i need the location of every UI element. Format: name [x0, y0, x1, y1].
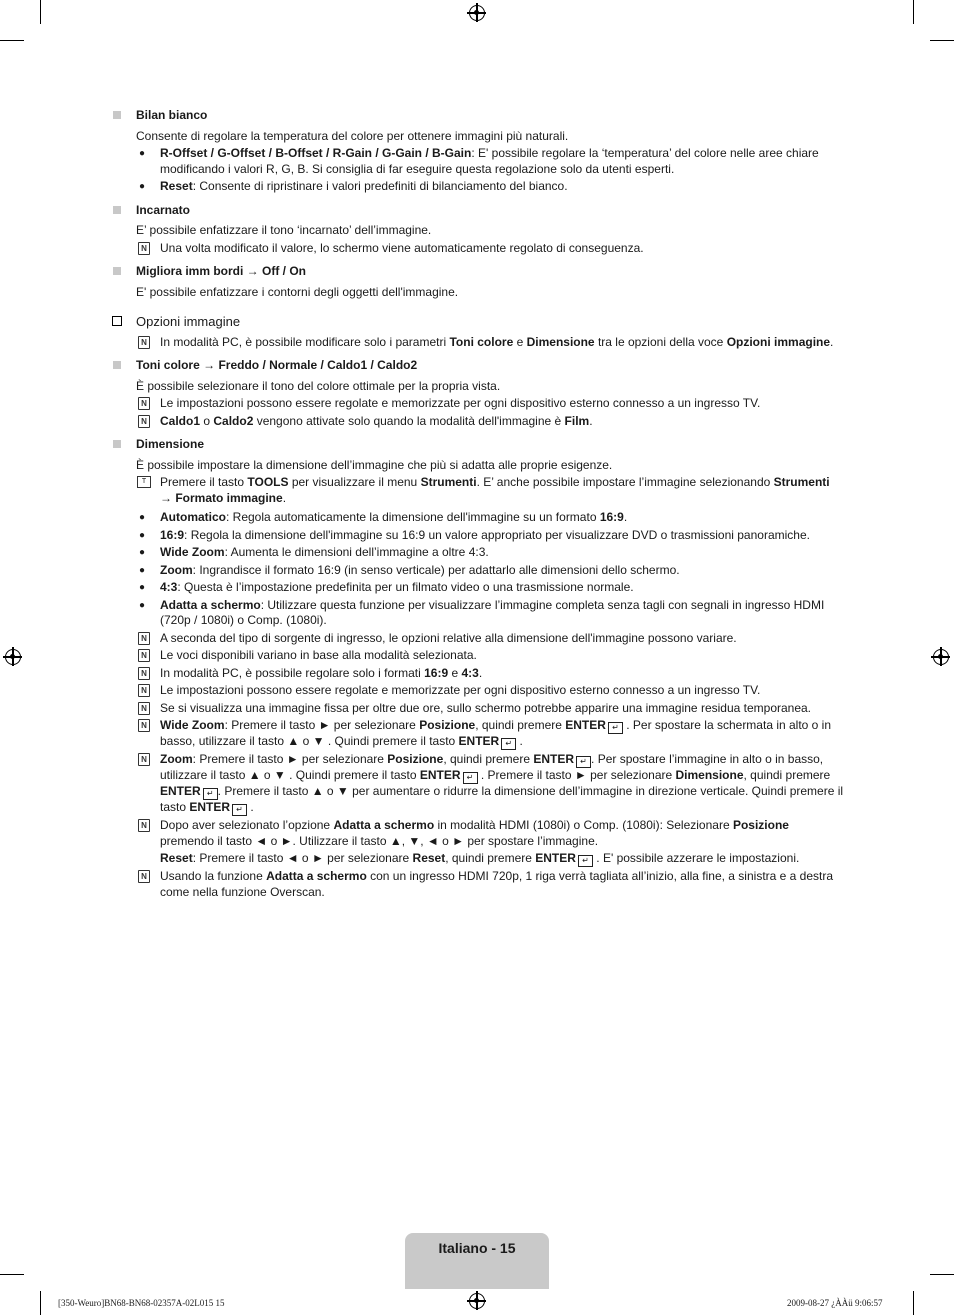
note: N Le voci disponibili variano in base alla modalità selezionata.	[112, 648, 844, 664]
page-number: Italiano - 15	[438, 1240, 516, 1256]
checkbox-bullet-icon	[112, 316, 122, 326]
note: N Zoom: Premere il tasto ► per selezionare Posizione, quindi premere ENTER ↵ . Per spostare l’immagine in alto o in basso, utilizzare il tasto ▲ o ▼ . Quindi premere il tasto ENTER ↵ . Premere il tasto ► per selezionare Dimensione, quindi premere ENTER ↵ . Premere il tasto ▲ o ▼ per aumentare o ridurre la dimensione dell’immagine in direzione verticale. Quindi premere il tasto ENTER ↵ .	[112, 752, 844, 816]
page-number-tab	[405, 1233, 549, 1289]
note-icon: N	[138, 719, 150, 732]
note-icon: N	[138, 684, 150, 697]
page-content	[112, 108, 844, 900]
note: N Wide Zoom: Premere il tasto ► per selezionare Posizione, quindi premere ENTER ↵ . Per spostare la schermata in alto o in basso, utilizzare il tasto ▲ o ▼ . Quindi premere il tasto ENTER ↵ .	[112, 718, 844, 750]
enter-icon: ↵	[232, 804, 247, 816]
print-info-left: [350-Weuro]BN68-BN68-02357A-02L015 15	[58, 1298, 225, 1308]
note-continuation: Reset: Premere il tasto ◄ o ► per selezionare Reset, quindi premere ENTER ↵ . E' possibile azzerare le impostazioni.	[160, 851, 800, 865]
list-item: ● Automatico: Regola automaticamente la dimensione dell'immagine su un formato 16:9.	[139, 510, 628, 524]
section-heading-dimensione: Dimensione	[112, 437, 844, 453]
bullet-icon: ●	[139, 148, 146, 159]
enter-icon: ↵	[203, 788, 218, 800]
bullet-icon: ●	[139, 564, 146, 576]
square-bullet-icon	[113, 267, 121, 275]
note-icon: N	[138, 336, 150, 349]
note: N Dopo aver selezionato l’opzione Adatta a schermo in modalità HDMI (1080i) o Comp. (1080i): Selezionare Posizione premendo il tasto ◄ o ►. Utilizzare il tasto ▲, ▼, ◄ o ► per spostare l’immagine.	[112, 818, 844, 849]
crop-mark	[913, 1291, 914, 1315]
section-text: Consente di regolare la temperatura del colore per ottenere immagini più naturali.	[136, 128, 569, 143]
list-item: ● R-Offset / G-Offset / B-Offset / R-Gain / G-Gain / B-Gain: E' possibile regolare la ‘temperatura’ del colore nelle aree chiare modificando i valori R, G, B. Si consiglia di far eseguire questa regolazione solo da utenti esperti.	[139, 146, 819, 176]
note-icon: N	[138, 649, 150, 662]
bullet-icon: ●	[139, 529, 146, 541]
section-heading-bilan: Bilan bianco	[112, 108, 844, 124]
bullet-icon: ●	[139, 582, 146, 593]
enter-icon: ↵	[463, 772, 478, 784]
note: N Le impostazioni possono essere regolate e memorizzate per ogni dispositivo esterno connesso a un ingresso TV.	[112, 683, 844, 699]
list-item: ● Zoom: Ingrandisce il formato 16:9 (in senso verticale) per adattarlo alle dimensioni dello schermo.	[139, 562, 680, 577]
crop-mark	[40, 1291, 41, 1315]
enter-icon: ↵	[576, 756, 591, 768]
section-title-opzioni: Opzioni immagine	[112, 314, 844, 330]
note-icon: N	[138, 753, 150, 766]
list-item: ● 16:9: Regola la dimensione dell'immagine su 16:9 un valore appropriato per visualizzare DVD o trasmissioni panoramiche.	[139, 527, 810, 542]
note: N A seconda del tipo di sorgente di ingresso, le opzioni relative alla dimensione dell'immagine possono variare.	[112, 631, 844, 647]
enter-icon: ↵	[578, 855, 593, 867]
note-icon: N	[138, 632, 150, 645]
crop-mark	[0, 1274, 24, 1275]
note: N In modalità PC, è possibile modificare solo i parametri Toni colore e Dimensione tra le opzioni della voce Opzioni immagine.	[112, 335, 844, 351]
note-icon: N	[138, 667, 150, 680]
section-text: E’ possibile enfatizzare il tono ‘incarnato’ dell’immagine.	[136, 223, 432, 237]
note-icon: N	[138, 870, 150, 883]
square-bullet-icon	[113, 440, 121, 448]
list-item: ● Reset: Consente di ripristinare i valori predefiniti di bilanciamento del bianco.	[139, 179, 568, 193]
registration-mark-icon	[469, 1293, 485, 1309]
note: N Le impostazioni possono essere regolate e memorizzate per ogni dispositivo esterno connesso a un ingresso TV.	[112, 396, 844, 412]
square-bullet-icon	[113, 361, 121, 369]
enter-icon: ↵	[501, 738, 516, 750]
note: N Caldo1 o Caldo2 vengono attivate solo quando la modalità dell'immagine è Film.	[112, 414, 844, 430]
registration-mark-icon	[469, 5, 485, 21]
crop-mark	[930, 40, 954, 41]
list-item: ● Adatta a schermo: Utilizzare questa funzione per visualizzare l’immagine completa senza tagli con segnali in ingresso HDMI (720p / 1080i) o Comp. (1080i).	[139, 597, 825, 627]
enter-icon: ↵	[608, 722, 623, 734]
tools-note: T Premere il tasto TOOLS per visualizzare il menu Strumenti. E’ anche possibile impostare l’immagine selezionando Strumenti → Formato immagine.	[112, 475, 844, 506]
section-heading-migliora: Migliora imm bordi → Off / On	[112, 264, 844, 280]
registration-mark-icon	[933, 649, 949, 665]
section-heading-incarnato: Incarnato	[112, 203, 844, 219]
square-bullet-icon	[113, 111, 121, 119]
print-info-right: 2009-08-27 ¿ÀÀü 9:06:57	[787, 1298, 883, 1308]
note-icon: N	[138, 702, 150, 715]
crop-mark	[913, 0, 914, 24]
note-icon: N	[138, 397, 150, 410]
section-text: E' possibile enfatizzare i contorni degli oggetti dell'immagine.	[136, 284, 459, 299]
registration-mark-icon	[5, 649, 21, 665]
bullet-icon: ●	[139, 547, 146, 558]
note-icon: N	[138, 819, 150, 832]
note: N Una volta modificato il valore, lo schermo viene automaticamente regolato di conseguenza.	[112, 241, 844, 257]
list-item: ● 4:3: Questa è l’impostazione predefinita per un filmato video o una trasmissione normale.	[139, 580, 634, 594]
note-icon: N	[138, 242, 150, 255]
bullet-icon: ●	[139, 599, 146, 611]
section-heading-toni: Toni colore → Freddo / Normale / Caldo1 / Caldo2	[112, 358, 844, 374]
section-text: È possibile impostare la dimensione dell’immagine che più si adatta alle proprie esigenze.	[136, 457, 613, 472]
bullet-icon: ●	[139, 512, 146, 523]
crop-mark	[0, 40, 24, 41]
square-bullet-icon	[113, 206, 121, 214]
note: N Se si visualizza una immagine fissa per oltre due ore, sullo schermo potrebbe apparire una immagine residua temporanea.	[112, 701, 844, 717]
crop-mark	[930, 1274, 954, 1275]
note: N In modalità PC, è possibile regolare solo i formati 16:9 e 4:3.	[112, 666, 844, 682]
crop-mark	[40, 0, 41, 24]
note-icon: N	[138, 415, 150, 428]
bullet-icon: ●	[139, 181, 146, 192]
list-item: ● Wide Zoom: Aumenta le dimensioni dell’immagine a oltre 4:3.	[139, 545, 489, 559]
tools-icon: T	[137, 476, 151, 488]
section-text: È possibile selezionare il tono del colore ottimale per la propria vista.	[136, 378, 501, 393]
note: N Usando la funzione Adatta a schermo con un ingresso HDMI 720p, 1 riga verrà tagliata all’inizio, alla fine, a sinistra e a destra come nella funzione Overscan.	[112, 869, 844, 900]
